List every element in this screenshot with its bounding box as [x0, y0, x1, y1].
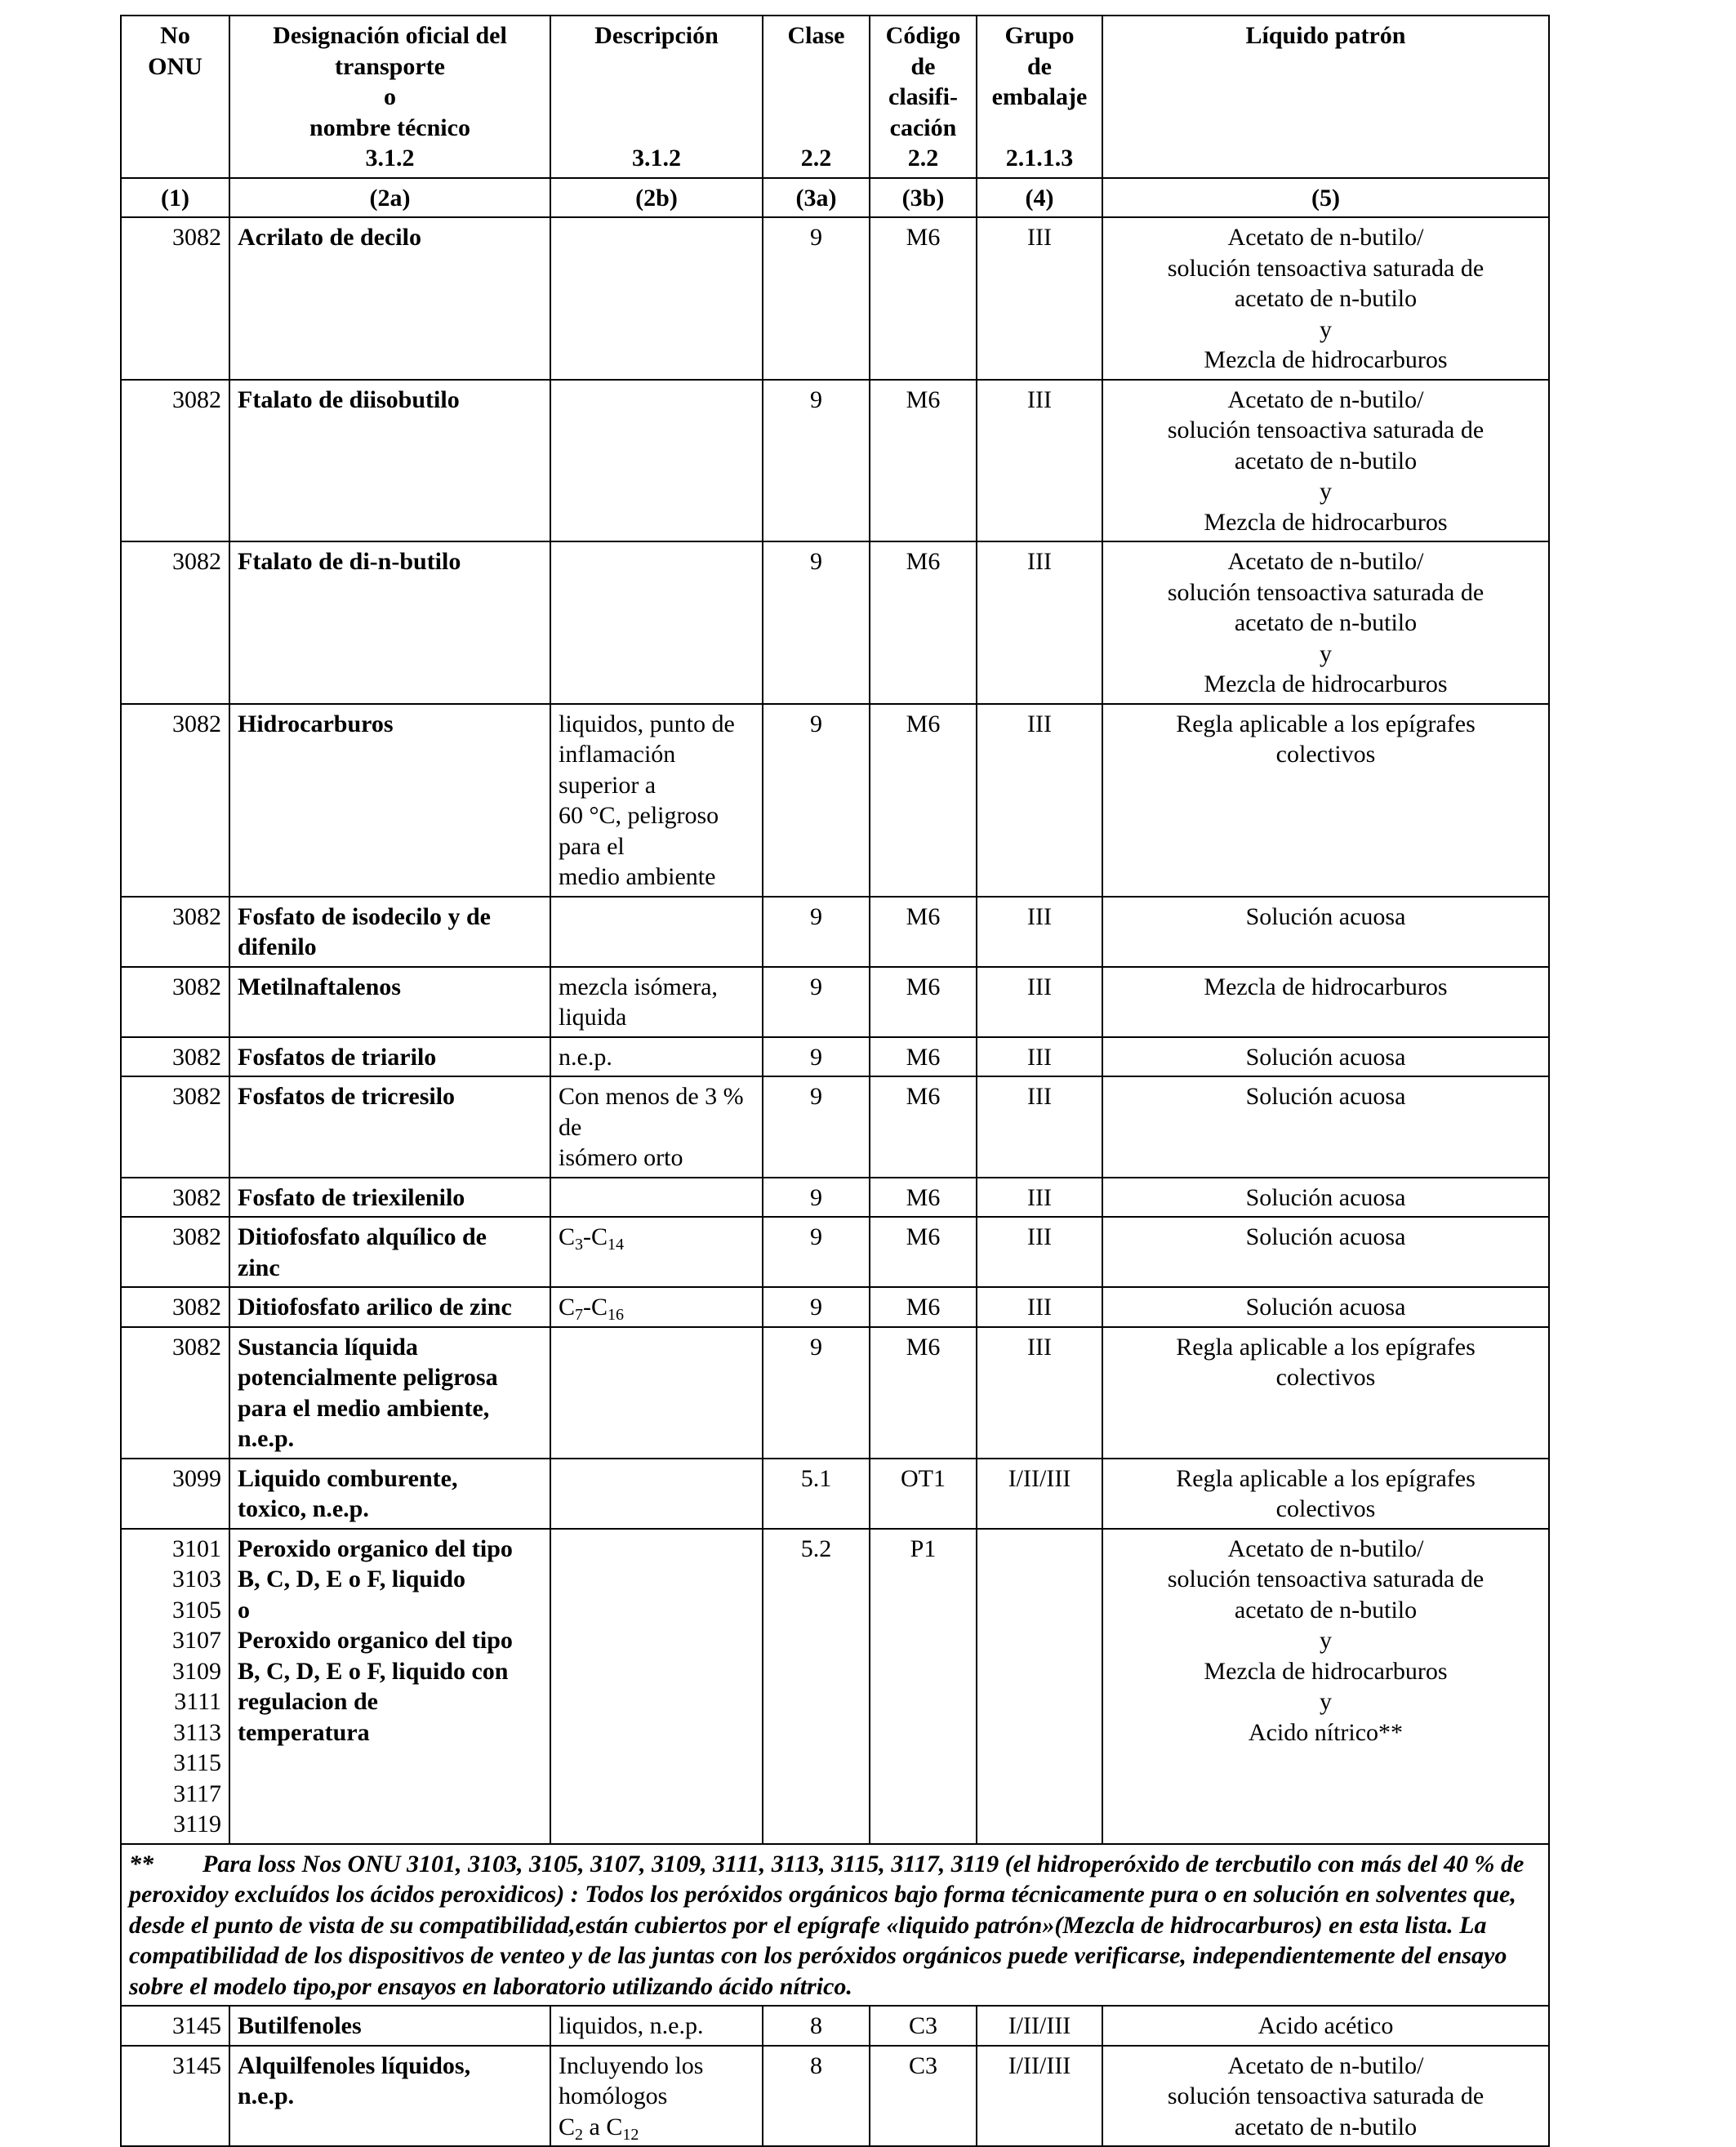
designation-cell: Metilnaftalenos [229, 967, 550, 1037]
classification-code-cell: M6 [870, 967, 977, 1037]
header-grupo: Grupo de embalaje 2.1.1.3 [977, 16, 1102, 178]
table-row [121, 541, 1549, 704]
packing-group-cell: III [977, 217, 1102, 380]
designation-cell: Fosfatos de tricresilo [229, 1076, 550, 1178]
description-cell: n.e.p. [550, 1037, 763, 1077]
onu-number-cell: 3082 [121, 1178, 229, 1218]
packing-group-cell: I/II/III [977, 1459, 1102, 1529]
footnote-marker: ** [129, 1850, 154, 1878]
standard-liquid-cell: Acetato de n-butilo/ solución tensoactiva saturada de acetato de n-butilo y Mezcla de hidrocarburos y Acido nítrico** [1102, 1529, 1549, 1844]
designation-cell: Sustancia líquida potencialmente peligrosa para el medio ambiente, n.e.p. [229, 1327, 550, 1459]
onu-number-cell: 3099 [121, 1459, 229, 1529]
onu-number-cell: 3082 [121, 541, 229, 704]
classification-code-cell: M6 [870, 380, 977, 542]
table-row [121, 1287, 1549, 1327]
packing-group-cell: III [977, 897, 1102, 967]
description-text: -C [583, 1223, 608, 1250]
description-cell: liquidos, n.e.p. [550, 2006, 763, 2046]
packing-group-cell: I/II/III [977, 2006, 1102, 2046]
subscript: 7 [575, 1306, 584, 1324]
onu-number-cell: 3082 [121, 967, 229, 1037]
onu-number-cell: 3145 [121, 2046, 229, 2147]
table-row [121, 967, 1549, 1037]
classification-code-cell: P1 [870, 1529, 977, 1844]
classification-code-cell: M6 [870, 1287, 977, 1327]
classification-code-cell: M6 [870, 1178, 977, 1218]
standard-liquid-cell: Acetato de n-butilo/ solución tensoactiva saturada de acetato de n-butilo y Mezcla de hidrocarburos [1102, 380, 1549, 542]
table-row [121, 1037, 1549, 1077]
footnote-text: Para loss Nos ONU 3101, 3103, 3105, 3107, 3109, 3111, 3113, 3115, 3117, 3119 (el hidroperóxido de tercbutilo con más del 40 % de peroxidoy excluídos los ácidos peroxidicos) : Todos los peróxidos orgánicos bajo forma técnicamente pura o en solución en solventes que, desde el punto de vista de su compatibilidad,están cubiertos por el epígrafe «liquido patrón»(Mezcla de hidrocarburos) en esta lista. La compatibilidad de los dispositivos de venteo y de las juntas con los peróxidos orgánicos puede verificarse, independientemente del ensayo sobre el modelo tipo,por ensayos en laboratorio utilizando ácido nítrico. [129, 1850, 1525, 2000]
colnum: (5) [1102, 178, 1549, 218]
onu-number-cell: 3082 [121, 380, 229, 542]
packing-group-cell: III [977, 1178, 1102, 1218]
table-row [121, 1529, 1549, 1844]
table-row [121, 217, 1549, 380]
description-cell [550, 897, 763, 967]
class-cell: 5.1 [763, 1459, 870, 1529]
designation-cell: Ditiofosfato arilico de zinc [229, 1287, 550, 1327]
class-cell: 9 [763, 541, 870, 704]
designation-cell: Fosfato de triexilenilo [229, 1178, 550, 1218]
standard-liquid-cell: Regla aplicable a los epígrafes colectivos [1102, 1459, 1549, 1529]
footnote-row [121, 1844, 1549, 2007]
colnum: (1) [121, 178, 229, 218]
packing-group-cell [977, 1529, 1102, 1844]
packing-group-cell: III [977, 1287, 1102, 1327]
class-cell: 8 [763, 2046, 870, 2147]
description-cell [550, 2046, 763, 2147]
designation-cell: Ditiofosfato alquílico de zinc [229, 1217, 550, 1287]
description-cell: Con menos de 3 % de isómero orto [550, 1076, 763, 1178]
designation-cell: Ftalato de di-n-butilo [229, 541, 550, 704]
description-cell [550, 217, 763, 380]
description-cell [550, 1529, 763, 1844]
packing-group-cell: III [977, 704, 1102, 897]
table-row [121, 1178, 1549, 1218]
class-cell: 9 [763, 1037, 870, 1077]
footnote [121, 1844, 1549, 2007]
subscript: 3 [575, 1236, 584, 1254]
classification-code-cell: C3 [870, 2046, 977, 2147]
description-cell [550, 1287, 763, 1327]
class-cell: 9 [763, 380, 870, 542]
colnum: (2a) [229, 178, 550, 218]
onu-number-cell: 3082 [121, 704, 229, 897]
standard-liquid-cell: Regla aplicable a los epígrafes colectivos [1102, 1327, 1549, 1459]
header-liquido-patron: Líquido patrón [1102, 16, 1549, 178]
standard-liquid-cell: Acetato de n-butilo/ solución tensoactiva saturada de acetato de n-butilo y Mezcla de hidrocarburos [1102, 541, 1549, 704]
designation-cell: Alquilfenoles líquidos, n.e.p. [229, 2046, 550, 2147]
classification-code-cell: M6 [870, 1037, 977, 1077]
onu-number-cell: 3082 [121, 1037, 229, 1077]
classification-code-cell: M6 [870, 541, 977, 704]
table-row [121, 2006, 1549, 2046]
onu-number-cell: 3082 [121, 1287, 229, 1327]
designation-cell: Acrilato de decilo [229, 217, 550, 380]
description-text: Incluyendo los homólogos C [559, 2051, 704, 2140]
standard-liquid-cell: Solución acuosa [1102, 1287, 1549, 1327]
designation-cell: Fosfatos de triarilo [229, 1037, 550, 1077]
standard-liquid-cell: Acetato de n-butilo/ solución tensoactiva saturada de acetato de n-butilo [1102, 2046, 1549, 2147]
class-cell: 9 [763, 897, 870, 967]
description-cell [550, 1327, 763, 1459]
dangerous-goods-table [120, 15, 1550, 2147]
standard-liquid-cell: Regla aplicable a los epígrafes colectivos [1102, 704, 1549, 897]
onu-number-cell: 3101 3103 3105 3107 3109 3111 3113 3115 3117 3119 [121, 1529, 229, 1844]
class-cell: 9 [763, 217, 870, 380]
designation-cell: Hidrocarburos [229, 704, 550, 897]
onu-number-cell: 3082 [121, 897, 229, 967]
packing-group-cell: III [977, 1217, 1102, 1287]
class-cell: 9 [763, 967, 870, 1037]
description-cell [550, 380, 763, 542]
standard-liquid-cell: Solución acuosa [1102, 1217, 1549, 1287]
designation-cell: Peroxido organico del tipo B, C, D, E o F, liquido o Peroxido organico del tipo B, C, D, E o F, liquido con regulacion de temperatura [229, 1529, 550, 1844]
description-cell [550, 1178, 763, 1218]
packing-group-cell: III [977, 967, 1102, 1037]
standard-liquid-cell: Mezcla de hidrocarburos [1102, 967, 1549, 1037]
table-row [121, 1459, 1549, 1529]
header-row [121, 16, 1549, 178]
colnum: (4) [977, 178, 1102, 218]
class-cell: 9 [763, 1217, 870, 1287]
header-codigo: Código de clasifi- cación 2.2 [870, 16, 977, 178]
header-onu: No ONU [121, 16, 229, 178]
subscript: 2 [575, 2125, 584, 2144]
table-row [121, 2046, 1549, 2147]
designation-cell: Ftalato de diisobutilo [229, 380, 550, 542]
header-designacion: Designación oficial del transporte o nombre técnico 3.1.2 [229, 16, 550, 178]
subscript: 12 [622, 2125, 639, 2144]
colnum: (2b) [550, 178, 763, 218]
class-cell: 9 [763, 704, 870, 897]
description-cell [550, 1217, 763, 1287]
class-cell: 9 [763, 1076, 870, 1178]
table-row [121, 1327, 1549, 1459]
class-cell: 8 [763, 2006, 870, 2046]
onu-number-cell: 3082 [121, 1076, 229, 1178]
class-cell: 9 [763, 1178, 870, 1218]
description-text: C [559, 1223, 576, 1250]
packing-group-cell: III [977, 380, 1102, 542]
class-cell: 9 [763, 1287, 870, 1327]
packing-group-cell: III [977, 541, 1102, 704]
header-descripcion: Descripción 3.1.2 [550, 16, 763, 178]
standard-liquid-cell: Solución acuosa [1102, 897, 1549, 967]
header-clase: Clase 2.2 [763, 16, 870, 178]
designation-cell: Fosfato de isodecilo y de difenilo [229, 897, 550, 967]
packing-group-cell: I/II/III [977, 2046, 1102, 2147]
classification-code-cell: M6 [870, 704, 977, 897]
standard-liquid-cell: Solución acuosa [1102, 1037, 1549, 1077]
table-row [121, 380, 1549, 542]
classification-code-cell: OT1 [870, 1459, 977, 1529]
description-cell: mezcla isómera, liquida [550, 967, 763, 1037]
standard-liquid-cell: Acido acético [1102, 2006, 1549, 2046]
class-cell: 5.2 [763, 1529, 870, 1844]
description-text: a C [583, 2113, 623, 2140]
packing-group-cell: III [977, 1327, 1102, 1459]
classification-code-cell: M6 [870, 1076, 977, 1178]
classification-code-cell: M6 [870, 1327, 977, 1459]
subscript: 14 [608, 1236, 625, 1254]
designation-cell: Liquido comburente, toxico, n.e.p. [229, 1459, 550, 1529]
colnum: (3a) [763, 178, 870, 218]
packing-group-cell: III [977, 1037, 1102, 1077]
column-number-row [121, 178, 1549, 218]
standard-liquid-cell: Solución acuosa [1102, 1076, 1549, 1178]
description-text: -C [583, 1294, 608, 1321]
table-row [121, 897, 1549, 967]
onu-number-cell: 3082 [121, 1327, 229, 1459]
onu-number-cell: 3082 [121, 1217, 229, 1287]
packing-group-cell: III [977, 1076, 1102, 1178]
onu-number-cell: 3145 [121, 2006, 229, 2046]
description-text: C [559, 1294, 576, 1321]
table-row [121, 1076, 1549, 1178]
designation-cell: Butilfenoles [229, 2006, 550, 2046]
table-row [121, 1217, 1549, 1287]
standard-liquid-cell: Solución acuosa [1102, 1178, 1549, 1218]
description-cell [550, 541, 763, 704]
classification-code-cell: M6 [870, 1217, 977, 1287]
colnum: (3b) [870, 178, 977, 218]
classification-code-cell: M6 [870, 217, 977, 380]
class-cell: 9 [763, 1327, 870, 1459]
standard-liquid-cell: Acetato de n-butilo/ solución tensoactiva saturada de acetato de n-butilo y Mezcla de hidrocarburos [1102, 217, 1549, 380]
onu-number-cell: 3082 [121, 217, 229, 380]
description-cell [550, 1459, 763, 1529]
description-cell: liquidos, punto de inflamación superior a 60 °C, peligroso para el medio ambiente [550, 704, 763, 897]
subscript: 16 [608, 1306, 625, 1324]
classification-code-cell: M6 [870, 897, 977, 967]
table-row [121, 704, 1549, 897]
classification-code-cell: C3 [870, 2006, 977, 2046]
